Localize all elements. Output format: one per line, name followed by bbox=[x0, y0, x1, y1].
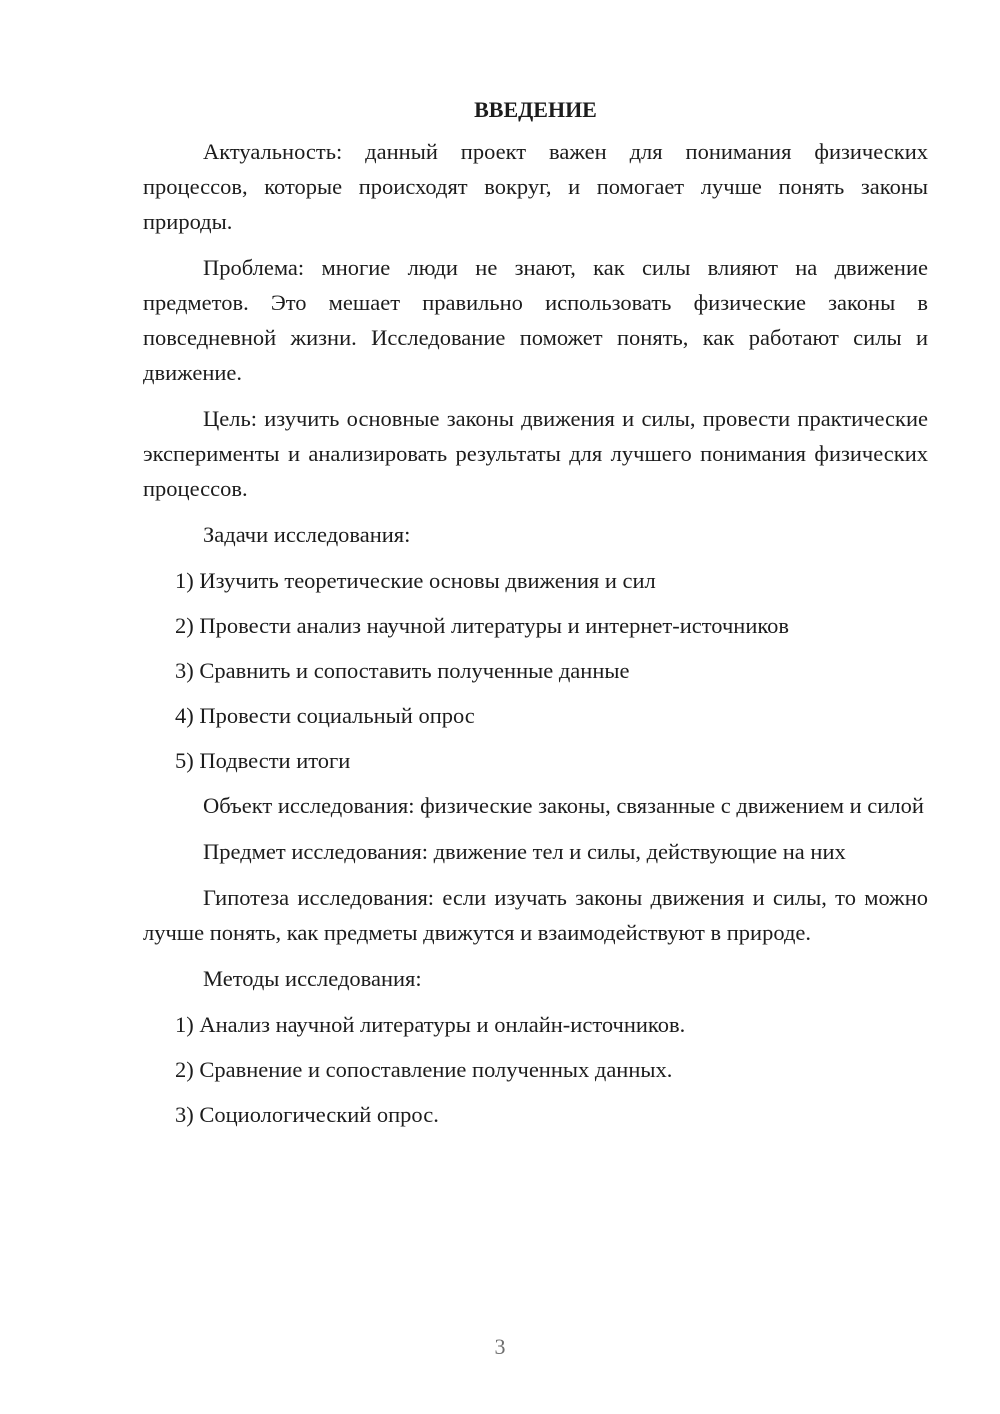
methods-heading: Методы исследования: bbox=[203, 966, 422, 991]
task-item: 3) Сравнить и сопоставить полученные данные bbox=[175, 658, 630, 683]
page-content bbox=[143, 94, 928, 1142]
object-paragraph: Объект исследования: физические законы, связанные с движением и силой bbox=[203, 793, 924, 818]
task-item: 4) Провести социальный опрос bbox=[175, 703, 475, 728]
page-number: 3 bbox=[494, 1334, 506, 1359]
problem-paragraph: Проблема: многие люди не знают, как силы влияют на движение предметов. Это мешает правильно использовать физические законы в повседневной жизни. Исследование поможет понять, как работают силы и движение. bbox=[143, 255, 928, 385]
section-title: ВВЕДЕНИЕ bbox=[474, 97, 597, 122]
hypothesis-paragraph: Гипотеза исследования: если изучать законы движения и силы, то можно лучше понять, как предметы движутся и взаимодействуют в природе. bbox=[143, 885, 928, 945]
subject-paragraph: Предмет исследования: движение тел и силы, действующие на них bbox=[203, 839, 846, 864]
method-item: 1) Анализ научной литературы и онлайн-источников. bbox=[175, 1012, 686, 1037]
task-item: 2) Провести анализ научной литературы и интернет-источников bbox=[175, 613, 790, 638]
tasks-heading: Задачи исследования: bbox=[203, 522, 411, 547]
method-item: 3) Социологический опрос. bbox=[175, 1102, 439, 1127]
task-item: 1) Изучить теоретические основы движения и сил bbox=[175, 568, 656, 593]
method-item: 2) Сравнение и сопоставление полученных данных. bbox=[175, 1057, 673, 1082]
relevance-paragraph: Актуальность: данный проект важен для понимания физических процессов, которые происходят вокруг, и помогает лучше понять законы природы. bbox=[143, 139, 928, 234]
task-item: 5) Подвести итоги bbox=[175, 748, 351, 773]
goal-paragraph: Цель: изучить основные законы движения и силы, провести практические эксперименты и анализировать результаты для лучшего понимания физических процессов. bbox=[143, 406, 928, 501]
